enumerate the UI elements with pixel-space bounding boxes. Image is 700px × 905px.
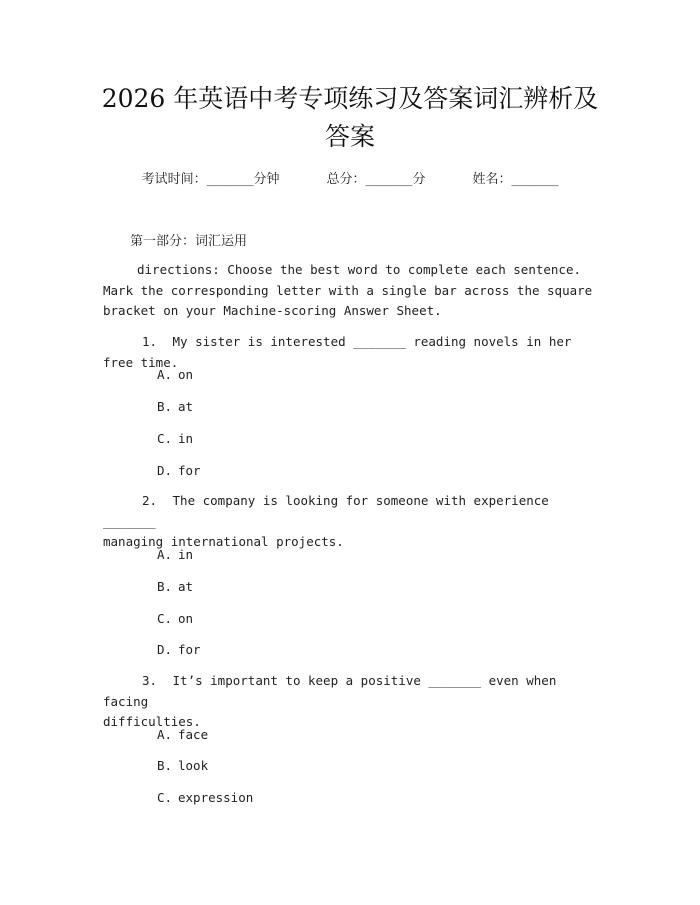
question-text: It’s important to keep a positive _______ even when facing (103, 673, 557, 709)
option-text: for (178, 642, 201, 657)
question-text-continued: managing international projects. (103, 534, 344, 549)
question-text-continued: difficulties. (103, 714, 201, 729)
exam-score-label: 总分：______分 (326, 172, 426, 187)
option-3a[interactable] (157, 727, 208, 742)
option-2c[interactable] (157, 611, 193, 626)
question-number: 2. (141, 493, 157, 508)
option-letter: B. (157, 399, 173, 414)
option-text: at (178, 579, 194, 594)
exam-time-label: 考试时间：______分钟 (141, 172, 280, 187)
option-1b[interactable] (157, 399, 193, 414)
question-text: My sister is interested _______ reading novels in her free time. (103, 334, 572, 370)
option-text: expression (178, 790, 254, 805)
document-title (95, 80, 605, 156)
option-2d[interactable] (157, 642, 201, 657)
option-3b[interactable] (157, 758, 208, 773)
title-line-2: 答案 (324, 122, 375, 151)
option-text: face (178, 727, 209, 742)
section-title: 第一部分：词汇运用 (130, 234, 248, 249)
option-1d[interactable] (157, 463, 201, 478)
option-3c[interactable] (157, 790, 253, 805)
option-letter: C. (157, 790, 173, 805)
option-letter: D. (157, 642, 173, 657)
option-1a[interactable] (157, 367, 193, 382)
option-2a[interactable] (157, 547, 193, 562)
question-text: The company is looking for someone with experience _______ (103, 493, 549, 529)
option-2b[interactable] (157, 579, 193, 594)
question-number: 3. (141, 673, 157, 688)
title-line-1: 2026 年英语中考专项练习及答案词汇辨析及 (101, 84, 599, 113)
option-letter: B. (157, 758, 173, 773)
option-letter: A. (157, 727, 173, 742)
directions-rest: the corresponding letter with a single bar across the square bracket on your Machine-scoring Answer Sheet. (103, 282, 593, 318)
option-letter: A. (157, 367, 173, 382)
option-letter: B. (157, 579, 173, 594)
question-number: 1. (141, 334, 157, 349)
directions-line-1: directions: Choose the best word to complete each sentence. Mark (103, 262, 582, 298)
option-text: for (178, 463, 201, 478)
option-text: on (178, 367, 194, 382)
option-text: in (178, 547, 194, 562)
option-letter: D. (157, 463, 173, 478)
question-3 (103, 671, 603, 733)
option-text: look (178, 758, 209, 773)
option-text: at (178, 399, 194, 414)
option-letter: A. (157, 547, 173, 562)
option-letter: C. (157, 611, 173, 626)
option-letter: C. (157, 431, 173, 446)
option-text: on (178, 611, 194, 626)
option-1c[interactable] (157, 431, 193, 446)
exam-name-label: 姓名：______ (472, 172, 559, 187)
option-text: in (178, 431, 194, 446)
exam-info (0, 168, 700, 187)
question-2 (103, 491, 603, 553)
directions (103, 260, 603, 322)
